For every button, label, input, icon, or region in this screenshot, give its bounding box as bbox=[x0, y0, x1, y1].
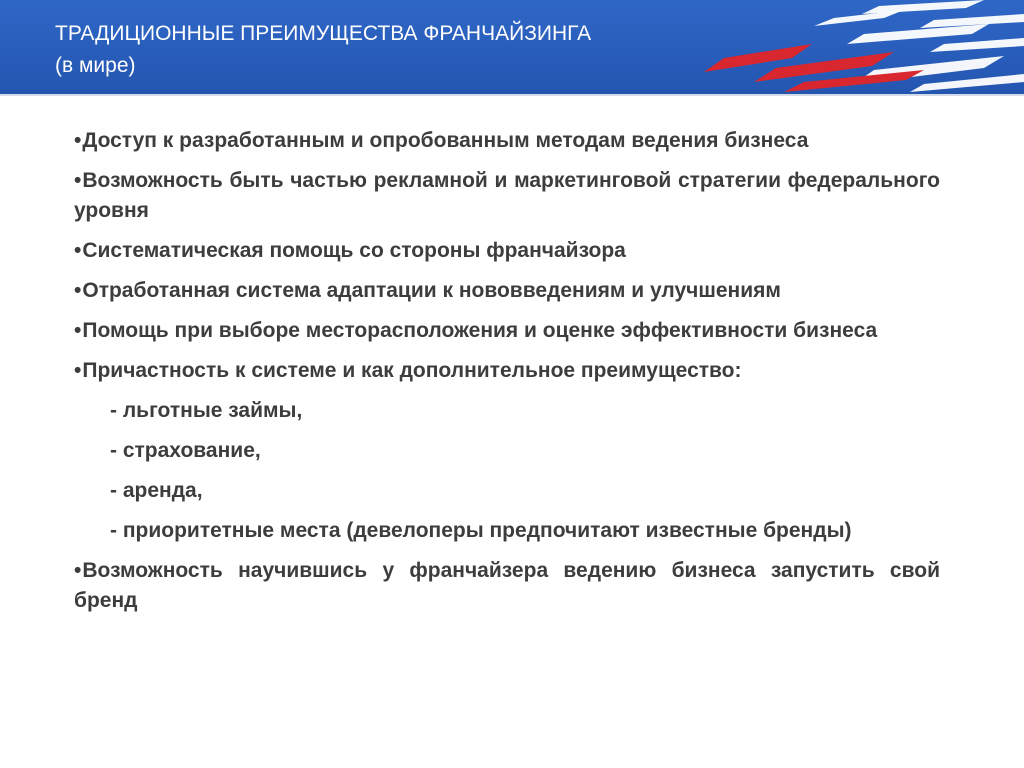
page-title bbox=[55, 18, 735, 82]
sub-list-item: - аренда, bbox=[110, 479, 203, 502]
list-item bbox=[74, 126, 940, 156]
bullet-marker: • bbox=[74, 169, 82, 192]
title-line-2: (в мире) bbox=[55, 54, 136, 77]
bullet-text: Помощь при выборе месторасположения и оценке эффективности бизнеса bbox=[82, 319, 878, 342]
list-item bbox=[74, 166, 940, 226]
bullet-text: Систематическая помощь со стороны франчайзора bbox=[82, 239, 626, 262]
list-item bbox=[74, 276, 940, 306]
list-item bbox=[74, 356, 940, 386]
bullet-marker: • bbox=[74, 129, 82, 152]
sub-list-item: - льготные займы, bbox=[110, 399, 303, 422]
bullet-marker: • bbox=[74, 239, 82, 262]
title-line-1: ТРАДИЦИОННЫЕ ПРЕИМУЩЕСТВА ФРАНЧАЙЗИНГА bbox=[55, 22, 592, 45]
list-item bbox=[74, 236, 940, 266]
list-item bbox=[74, 316, 940, 346]
bullet-text: Возможность научившись у франчайзера ведению бизнеса запустить свой бренд bbox=[74, 559, 940, 612]
header-bar bbox=[0, 0, 1024, 94]
bullet-text: Возможность быть частью рекламной и маркетинговой стратегии федерального уровня bbox=[74, 169, 940, 222]
bullet-text: Причастность к системе и как дополнительное преимущество: bbox=[82, 359, 742, 382]
bullet-marker: • bbox=[74, 359, 82, 382]
sub-list-item: - приоритетные места (девелоперы предпочитают известные бренды) bbox=[110, 519, 852, 542]
body-content bbox=[74, 126, 940, 626]
bullet-text: Доступ к разработанным и опробованным методам ведения бизнеса bbox=[82, 129, 809, 152]
sub-list-item: - страхование, bbox=[110, 439, 261, 462]
bullet-marker: • bbox=[74, 559, 82, 582]
list-item bbox=[74, 556, 940, 616]
bullet-marker: • bbox=[74, 319, 82, 342]
header-divider bbox=[0, 94, 1024, 96]
bullet-marker: • bbox=[74, 279, 82, 302]
decorative-stripes-icon bbox=[684, 0, 1024, 94]
bullet-text: Отработанная система адаптации к нововведениям и улучшениям bbox=[82, 279, 781, 302]
